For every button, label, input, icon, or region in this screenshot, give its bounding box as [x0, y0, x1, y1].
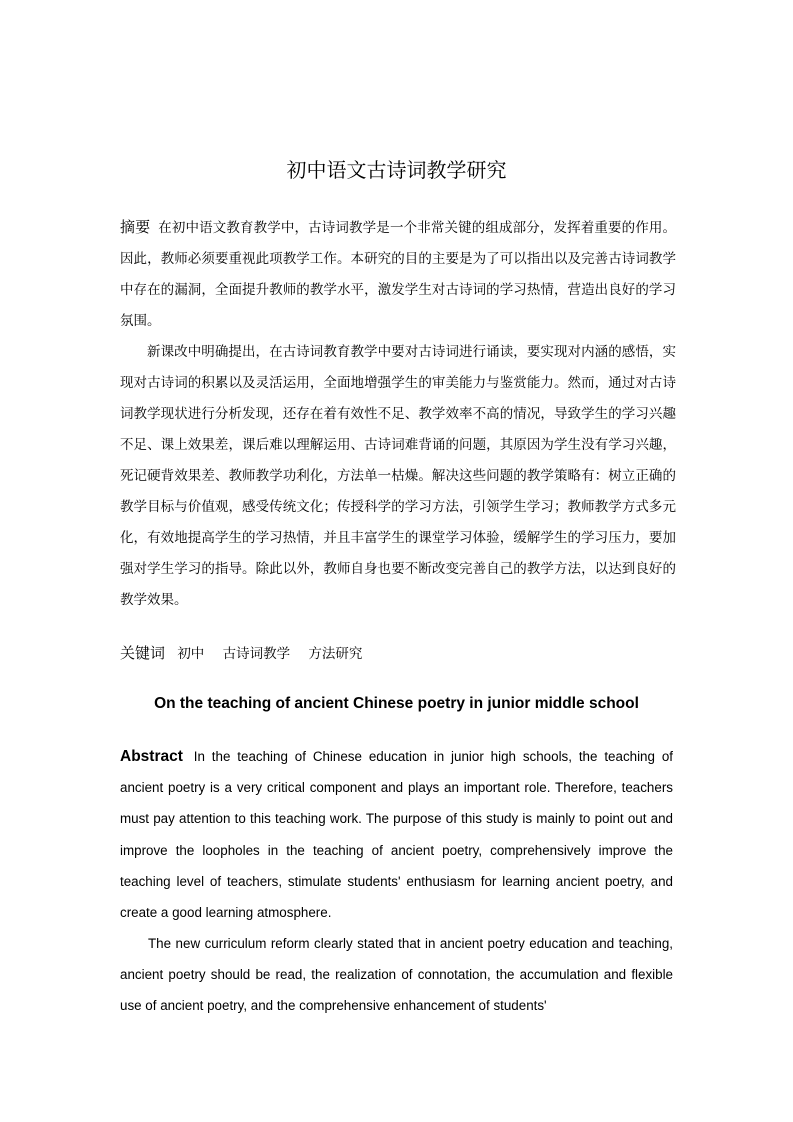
keyword-item: 初中: [177, 646, 205, 662]
chinese-abstract-paragraph-1: [120, 212, 676, 337]
chinese-abstract-text-1: 在初中语文教育教学中，古诗词教学是一个非常关键的组成部分，发挥着重要的作用。因此，教师必须要重视此项教学工作。本研究的目的主要是为了可以指出以及完善古诗词教学中存在的漏洞，全面提升教师的教学水平，激发学生对古诗词的学习热情，营造出良好的学习氛围。: [120, 220, 676, 329]
chinese-keywords-label: 关键词: [120, 644, 166, 662]
chinese-abstract-paragraph-2: 新课改中明确提出，在古诗词教育教学中要对古诗词进行诵读，要实现对内涵的感悟，实现对古诗词的积累以及灵活运用，全面地增强学生的审美能力与鉴赏能力。然而，通过对古诗词教学现状进行分析发现，还存在着有效性不足、教学效率不高的情况，导致学生的学习兴趣不足、课上效果差，课后难以理解运用、古诗词难背诵的问题，其原因为学生没有学习兴趣，死记硬背效果差、教师教学功利化，方法单一枯燥。解决这些问题的教学策略有：树立正确的教学目标与价值观，感受传统文化；传授科学的学习方法，引领学生学习；教师教学方式多元化，有效地提高学生的学习热情，并且丰富学生的课堂学习体验，缓解学生的学习压力，要加强对学生学习的指导。除此以外，教师自身也要不断改变完善自己的教学方法，以达到良好的教学效果。: [120, 344, 676, 608]
english-abstract-paragraph-2: The new curriculum reform clearly stated that in ancient poetry education and teaching, ancient poetry should be read, the realization of connotation, the accumulation and flexible use of ancient poetry, and the comprehensive enhancement of students': [120, 936, 673, 1014]
keyword-item: 古诗词教学: [222, 646, 291, 662]
chinese-abstract-label: 摘要: [120, 218, 151, 236]
chinese-keywords: [120, 638, 676, 670]
english-title: On the teaching of ancient Chinese poetry in junior middle school: [154, 695, 639, 712]
english-abstract-text-1: In the teaching of Chinese education in junior high schools, the teaching of ancient poetry is a very critical component and plays an important role. Therefore, teachers must pay attention to this teaching work. The purpose of this study is mainly to point out and improve the loopholes in the teaching of ancient poetry, comprehensively improve the teaching level of teachers, stimulate students' enthusiasm for learning ancient poetry, and create a good learning atmosphere.: [120, 749, 673, 921]
keyword-item: 方法研究: [308, 646, 363, 662]
english-abstract-label: Abstract: [120, 748, 183, 765]
english-abstract-paragraph-1: [120, 741, 673, 928]
chinese-title: 初中语文古诗词教学研究: [286, 158, 507, 182]
